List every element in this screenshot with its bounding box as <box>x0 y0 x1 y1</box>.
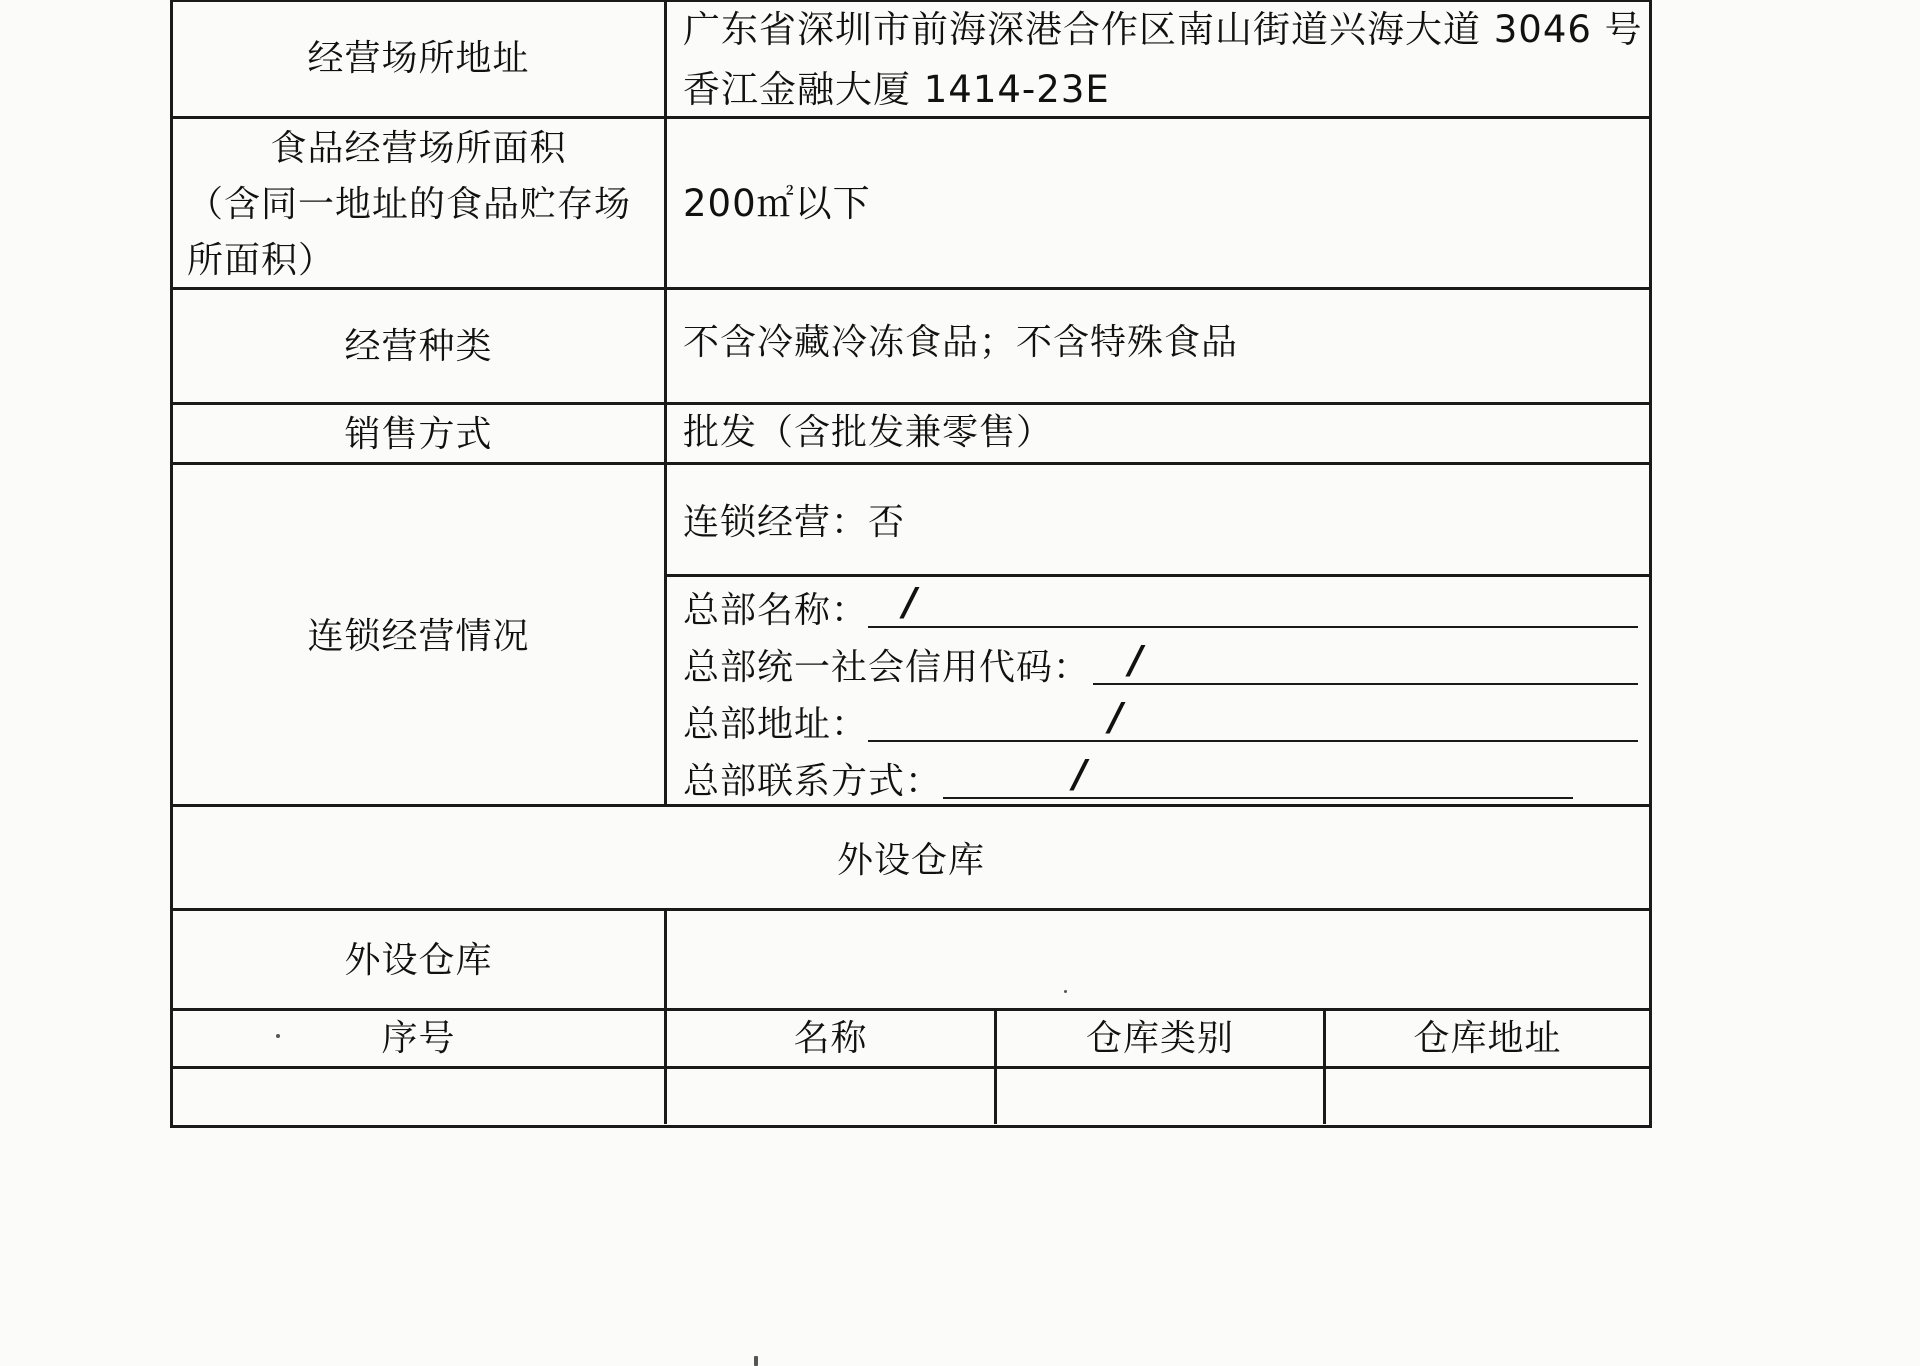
chain-status: 连锁经营：否 <box>683 502 906 543</box>
warehouse-section-title: 外设仓库 <box>836 840 985 881</box>
area-label-line2: （含同一地址的食品贮存场 <box>187 184 632 225</box>
category-value: 不含冷藏冷冻食品；不含特殊食品 <box>683 322 1239 363</box>
address-label: 经营场所地址 <box>307 38 530 79</box>
row-divider <box>173 287 1649 290</box>
hq-contact-label: 总部联系方式： <box>683 761 943 802</box>
row-divider <box>667 574 1649 577</box>
hq-name-value: / <box>903 580 917 624</box>
address-value-line2: 香江金融大厦 1414-23E <box>683 68 1110 111</box>
scan-speck <box>276 1034 280 1038</box>
row-divider <box>173 908 1649 911</box>
license-detail-table <box>170 0 1652 1128</box>
hq-contact-underline <box>943 797 1573 799</box>
row-divider <box>173 116 1649 119</box>
hq-address-value: / <box>1109 695 1123 739</box>
hq-address-underline <box>868 740 1638 742</box>
area-label-line3: 所面积） <box>187 240 336 281</box>
scan-speck <box>1064 990 1067 993</box>
hq-contact-value: / <box>1073 752 1087 796</box>
column-header-warehouse-type: 仓库类别 <box>1085 1018 1234 1059</box>
hq-address-label: 总部地址： <box>683 704 869 745</box>
row-divider <box>173 402 1649 405</box>
column-divider <box>664 2 667 804</box>
hq-credit-label: 总部统一社会信用代码： <box>683 647 1091 688</box>
column-header-warehouse-address: 仓库地址 <box>1413 1018 1562 1059</box>
area-label-line1: 食品经营场所面积 <box>270 128 567 169</box>
row-divider <box>173 1008 1649 1011</box>
address-value-line1: 广东省深圳市前海深港合作区南山街道兴海大道 3046 号 <box>683 8 1643 51</box>
sales-value: 批发（含批发兼零售） <box>683 412 1054 453</box>
scan-speck <box>754 1356 758 1366</box>
area-value: 200㎡以下 <box>683 182 871 225</box>
sales-label: 销售方式 <box>344 414 493 455</box>
column-header-index: 序号 <box>381 1018 456 1059</box>
hq-credit-underline <box>1093 683 1638 685</box>
row-divider <box>173 462 1649 465</box>
hq-name-label: 总部名称： <box>683 590 869 631</box>
chain-label: 连锁经营情况 <box>307 616 530 657</box>
warehouse-row-label: 外设仓库 <box>344 940 493 981</box>
hq-credit-value: / <box>1129 638 1143 682</box>
row-divider <box>173 1066 1649 1069</box>
category-label: 经营种类 <box>344 326 493 367</box>
column-header-name: 名称 <box>793 1018 868 1059</box>
hq-name-underline <box>868 626 1638 628</box>
